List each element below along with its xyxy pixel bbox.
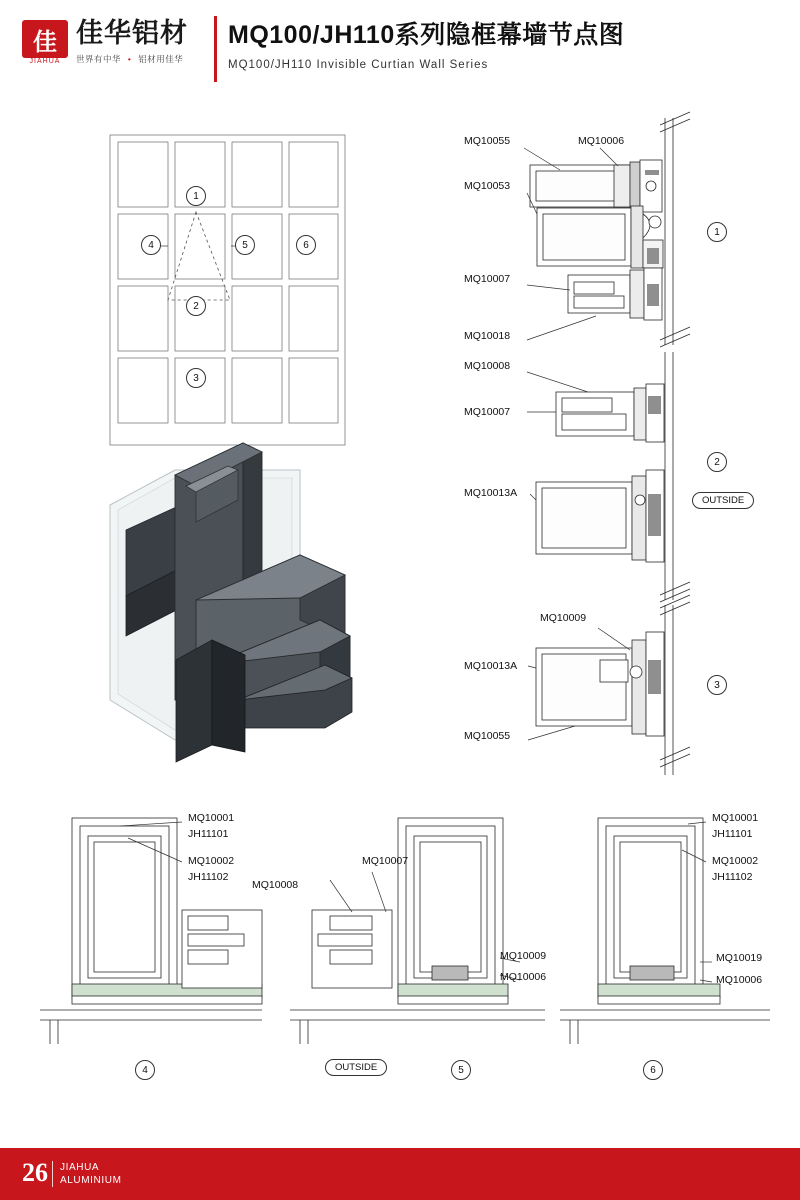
logo-mark-glyph: 佳 [22, 20, 68, 58]
detail5-label-mq10006: MQ10006 [500, 971, 547, 983]
detail6-label-mq10001: MQ10001 [712, 812, 759, 824]
elevation-marker-4: 4 [141, 235, 161, 255]
detail2-label-mq10008: MQ10008 [464, 360, 511, 372]
detail6-label-mq10002: MQ10002 [712, 855, 759, 867]
detail-marker-1: 1 [707, 222, 727, 242]
footer-brand-line1: JIAHUA [60, 1162, 100, 1173]
brand-slogan-b: 铝材用佳华 [138, 54, 184, 64]
page-title: MQ100/JH110系列隐框幕墙节点图 [228, 21, 625, 49]
detail5-label-mq10007: MQ10007 [362, 855, 409, 867]
detail6-label-jh11101: JH11101 [712, 828, 753, 840]
page-footer [0, 1148, 800, 1200]
detail1-label-mq10018: MQ10018 [464, 330, 511, 342]
detail6-label-mq10019: MQ10019 [716, 952, 763, 964]
elevation-marker-2: 2 [186, 296, 206, 316]
brand-slogan-a: 世界有中华 [76, 54, 122, 64]
detail2-label-mq10013a: MQ10013A [464, 487, 518, 499]
elevation-marker-1: 1 [186, 186, 206, 206]
elevation-marker-5: 5 [235, 235, 255, 255]
detail1-label-mq10006: MQ10006 [578, 135, 625, 147]
detail5-outside-label: OUTSIDE [325, 1059, 387, 1076]
detail1-label-mq10055: MQ10055 [464, 135, 511, 147]
logo-mark-subtext: JIAHUA [29, 58, 61, 65]
footer-brand-line2: ALUMINIUM [60, 1175, 122, 1186]
detail5-label-mq10009: MQ10009 [500, 950, 547, 962]
detail1-label-mq10053: MQ10053 [464, 180, 511, 192]
brand-slogan-dot: • [127, 54, 132, 64]
page-subtitle: MQ100/JH110 Invisible Curtian Wall Series [228, 59, 489, 71]
brand-name-cn: 佳华铝材 [76, 18, 188, 48]
detail5-label-mq10008: MQ10008 [252, 879, 299, 891]
page-number: 26 [22, 1158, 48, 1187]
detail3-label-mq10009: MQ10009 [540, 612, 587, 624]
footer-brand [60, 1161, 122, 1187]
detail4-label-jh11102: JH11102 [188, 871, 229, 883]
detail-marker-6: 6 [643, 1060, 663, 1080]
detail-marker-5: 5 [451, 1060, 471, 1080]
detail4-label-jh11101: JH11101 [188, 828, 229, 840]
detail4-label-mq10002: MQ10002 [188, 855, 235, 867]
detail1-label-mq10007: MQ10007 [464, 273, 511, 285]
detail4-label-mq10001: MQ10001 [188, 812, 235, 824]
detail6-label-jh11102: JH11102 [712, 871, 753, 883]
footer-divider [52, 1161, 53, 1187]
elevation-marker-6: 6 [296, 235, 316, 255]
detail-marker-4: 4 [135, 1060, 155, 1080]
detail3-label-mq10013a: MQ10013A [464, 660, 518, 672]
detail-marker-2: 2 [707, 452, 727, 472]
detail6-label-mq10006: MQ10006 [716, 974, 763, 986]
elevation-marker-3: 3 [186, 368, 206, 388]
detail2-label-mq10007: MQ10007 [464, 406, 511, 418]
detail-marker-3: 3 [707, 675, 727, 695]
detail3-label-mq10055: MQ10055 [464, 730, 511, 742]
detail2-outside-label: OUTSIDE [692, 492, 754, 509]
